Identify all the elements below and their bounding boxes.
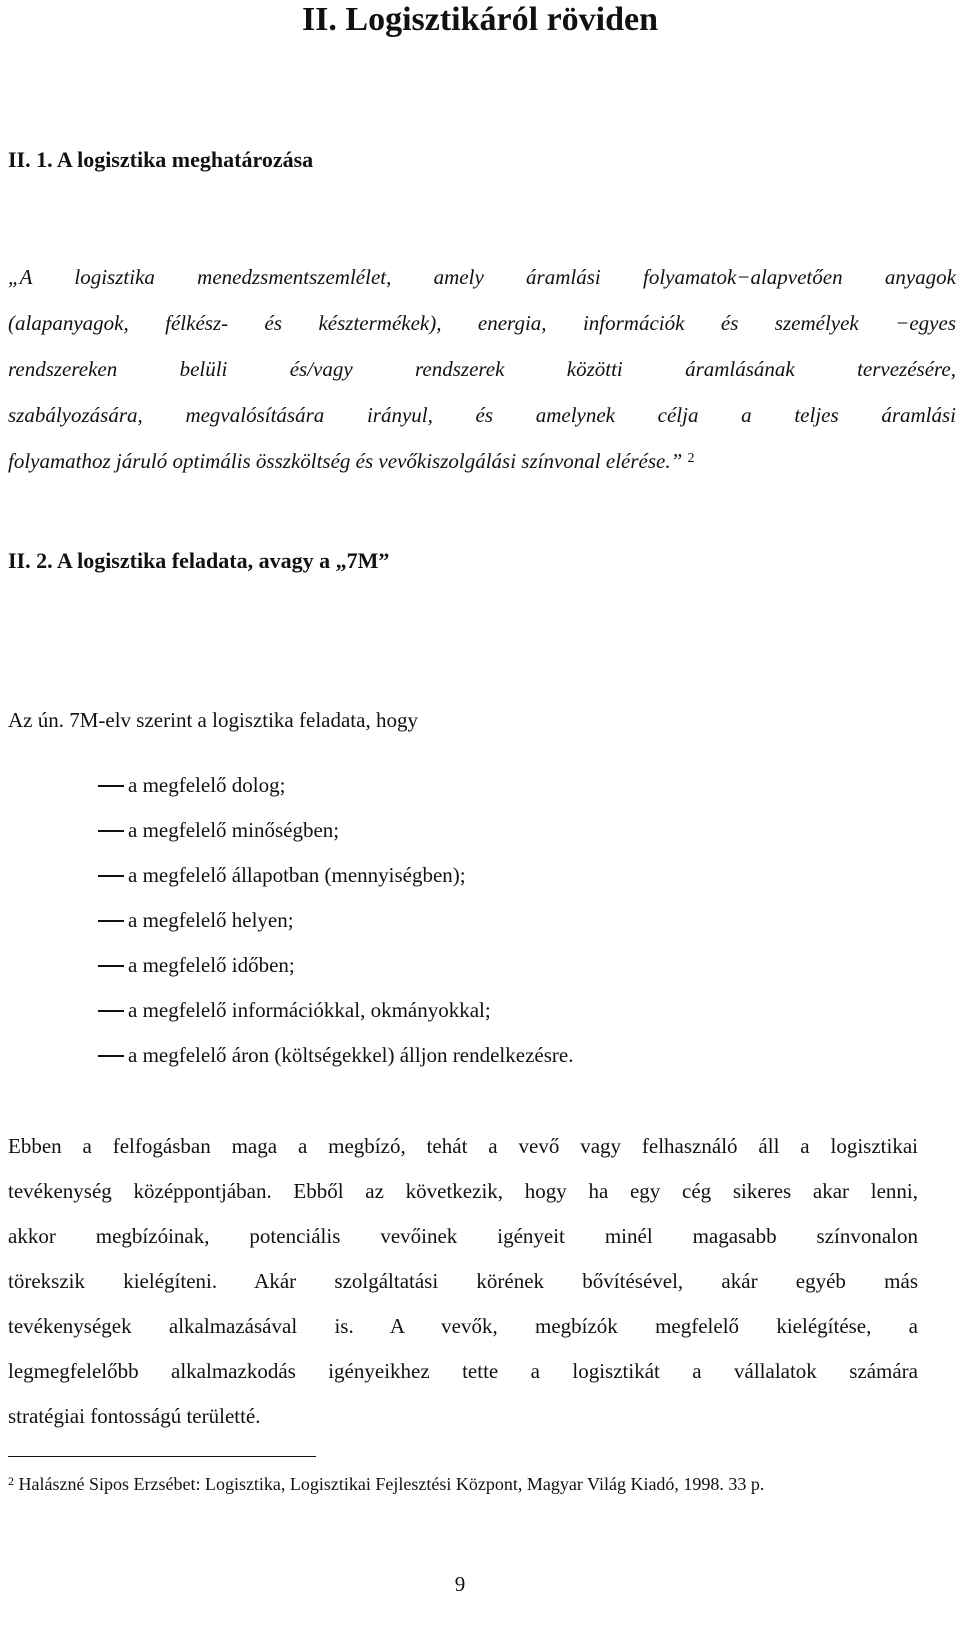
section-heading-2: II. 2. A logisztika feladata, avagy a „7M” xyxy=(8,548,390,573)
dash-bullet-icon xyxy=(98,965,124,967)
seven-m-list xyxy=(8,771,708,1086)
list-item-text: a megfelelő állapotban (mennyiségben); xyxy=(128,863,466,887)
footnote-text: Halászné Sipos Erzsébet: Logisztika, Logisztikai Fejlesztési Központ, Magyar Világ Kiadó, 1998. 33 p. xyxy=(18,1474,765,1494)
paragraph-line: tevékenység középpontjában. Ebből az következik, hogy ha egy cég sikeres akar lenni, xyxy=(8,1179,918,1203)
list-item-text: a megfelelő minőségben; xyxy=(128,818,340,842)
footnote-reference[interactable]: 2 xyxy=(687,451,695,466)
dash-bullet-icon xyxy=(98,1010,124,1012)
list-item xyxy=(8,771,708,816)
list-item-text: a megfelelő információkkal, okmányokkal; xyxy=(128,998,491,1022)
quote-line: szabályozására, megvalósítására irányul, és amelynek célja a teljes áramlási xyxy=(8,403,956,427)
dash-bullet-icon xyxy=(98,785,124,787)
list-item xyxy=(8,906,708,951)
quote-line: (alapanyagok, félkész- és késztermékek), energia, információk és személyek −egyes xyxy=(8,311,956,335)
footnote-separator xyxy=(8,1456,316,1457)
list-item xyxy=(8,861,708,906)
dash-bullet-icon xyxy=(98,920,124,922)
intro-text: Az ún. 7M-elv szerint a logisztika feladata, hogy xyxy=(8,708,418,732)
quote-line: „A logisztika menedzsmentszemlélet, amely áramlási folyamatok−alapvetően anyagok xyxy=(8,265,956,289)
list-item-text: a megfelelő dolog; xyxy=(128,773,286,797)
paragraph-line: legmegfelelőbb alkalmazkodás igényeikhez tette a logisztikát a vállalatok számára xyxy=(8,1359,918,1383)
list-item xyxy=(8,996,708,1041)
paragraph-line: stratégiai fontosságú területté. xyxy=(8,1404,261,1428)
page-number: 9 xyxy=(454,1572,466,1596)
body-paragraph xyxy=(8,1124,918,1439)
paragraph-line: tevékenységek alkalmazásával is. A vevők, megbízók megfelelő kielégítése, a xyxy=(8,1314,918,1338)
dash-bullet-icon xyxy=(98,875,124,877)
footnote xyxy=(8,1472,764,1496)
list-item-text: a megfelelő időben; xyxy=(128,953,295,977)
paragraph-line: törekszik kielégíteni. Akár szolgáltatási körének bővítésével, akár egyéb más xyxy=(8,1269,918,1293)
page-title: II. Logisztikáról röviden xyxy=(301,1,659,38)
quote-line-last xyxy=(8,438,956,484)
list-item xyxy=(8,951,708,996)
list-item-text: a megfelelő helyen; xyxy=(128,908,294,932)
list-item xyxy=(8,816,708,861)
dash-bullet-icon xyxy=(98,1055,124,1057)
list-item xyxy=(8,1041,708,1086)
list-item-text: a megfelelő áron (költségekkel) álljon rendelkezésre. xyxy=(128,1043,574,1067)
paragraph-line: akkor megbízóinak, potenciális vevőinek igényeit minél magasabb színvonalon xyxy=(8,1224,918,1248)
footnote-number: 2 xyxy=(8,1474,14,1488)
quote-line: folyamathoz járuló optimális összköltség és vevőkiszolgálási színvonal elérése.” xyxy=(8,449,683,473)
dash-bullet-icon xyxy=(98,830,124,832)
paragraph-line: Ebben a felfogásban maga a megbízó, tehát a vevő vagy felhasználó áll a logisztikai xyxy=(8,1134,918,1158)
quote-line: rendszereken belüli és/vagy rendszerek közötti áramlásának tervezésére, xyxy=(8,357,956,381)
section-heading-1: II. 1. A logisztika meghatározása xyxy=(8,147,314,172)
definition-quote xyxy=(8,254,956,484)
